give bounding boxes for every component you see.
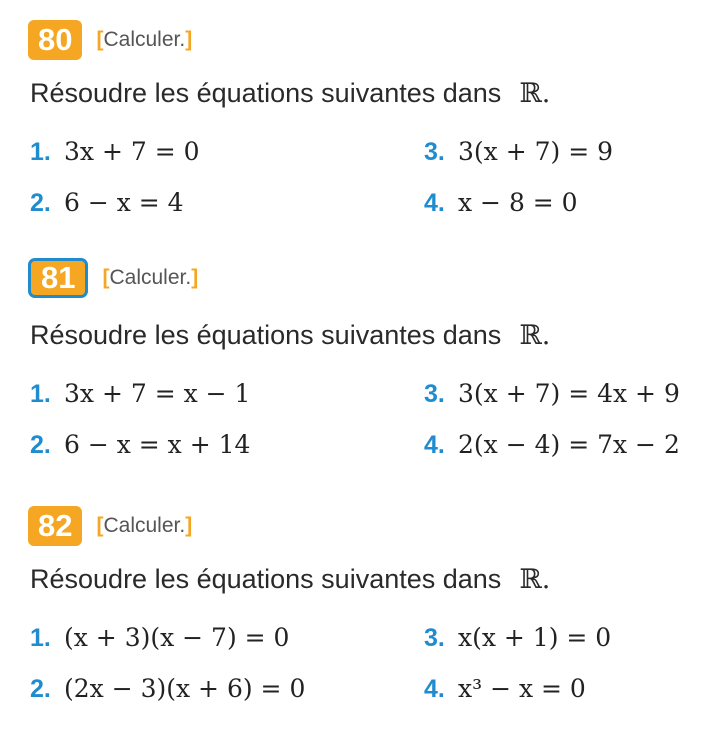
item-number: 4. <box>424 189 445 217</box>
item-number: 3. <box>424 380 445 408</box>
equation-text: (2x − 3)(x + 6) = 0 <box>64 674 306 703</box>
exercise-tag: [Calculer.] <box>102 266 199 289</box>
exercise-header <box>28 258 198 298</box>
equation-text: 3(x + 7) = 4x + 9 <box>458 379 680 408</box>
equation-item <box>30 379 250 409</box>
equation-item <box>424 430 680 460</box>
exercise-instruction <box>30 564 550 595</box>
exercise-tag-text: Calculer. <box>109 266 192 289</box>
equation-text: x(x + 1) = 0 <box>458 623 612 652</box>
equation-item <box>424 188 578 218</box>
real-set-symbol: ℝ. <box>519 564 551 595</box>
equation-text: 6 − x = x + 14 <box>64 430 251 459</box>
equation-item <box>424 674 586 704</box>
equation-item <box>424 379 680 409</box>
exercise-number-badge: 80 <box>28 20 82 60</box>
item-number: 4. <box>424 675 445 703</box>
exercise-tag: [Calculer.] <box>96 514 193 537</box>
equation-text: 6 − x = 4 <box>64 188 184 217</box>
equation-text: 3(x + 7) = 9 <box>458 137 614 166</box>
instruction-text: Résoudre les équations suivantes dans <box>30 78 502 108</box>
real-set-symbol: ℝ. <box>519 320 551 351</box>
equation-text: x³ − x = 0 <box>458 674 586 703</box>
equation-text: 3x + 7 = 0 <box>64 137 200 166</box>
item-number: 1. <box>30 138 51 166</box>
equation-text: (x + 3)(x − 7) = 0 <box>64 623 290 652</box>
equation-text: 2(x − 4) = 7x − 2 <box>458 430 680 459</box>
item-number: 4. <box>424 431 445 459</box>
equation-item <box>30 137 200 167</box>
instruction-text: Résoudre les équations suivantes dans <box>30 564 502 594</box>
exercise-tag-text: Calculer. <box>103 514 186 537</box>
exercise-instruction <box>30 78 550 109</box>
equation-text: 3x + 7 = x − 1 <box>64 379 251 408</box>
equation-item <box>30 430 250 460</box>
item-number: 1. <box>30 380 51 408</box>
item-number: 1. <box>30 624 51 652</box>
equation-item <box>30 674 305 704</box>
exercise-header <box>28 20 192 60</box>
real-set-symbol: ℝ. <box>519 78 551 109</box>
item-number: 3. <box>424 624 445 652</box>
equation-item <box>424 137 613 167</box>
item-number: 2. <box>30 431 51 459</box>
exercise-tag: [Calculer.] <box>96 28 193 51</box>
equation-text: x − 8 = 0 <box>458 188 578 217</box>
exercise-number-badge: 81 <box>28 258 88 298</box>
exercise-tag-text: Calculer. <box>103 28 186 51</box>
item-number: 2. <box>30 189 51 217</box>
equation-item <box>424 623 611 653</box>
item-number: 3. <box>424 138 445 166</box>
equation-item <box>30 623 289 653</box>
item-number: 2. <box>30 675 51 703</box>
exercise-header <box>28 506 192 546</box>
equation-item <box>30 188 184 218</box>
exercise-number-badge: 82 <box>28 506 82 546</box>
instruction-text: Résoudre les équations suivantes dans <box>30 320 502 350</box>
exercise-instruction <box>30 320 550 351</box>
